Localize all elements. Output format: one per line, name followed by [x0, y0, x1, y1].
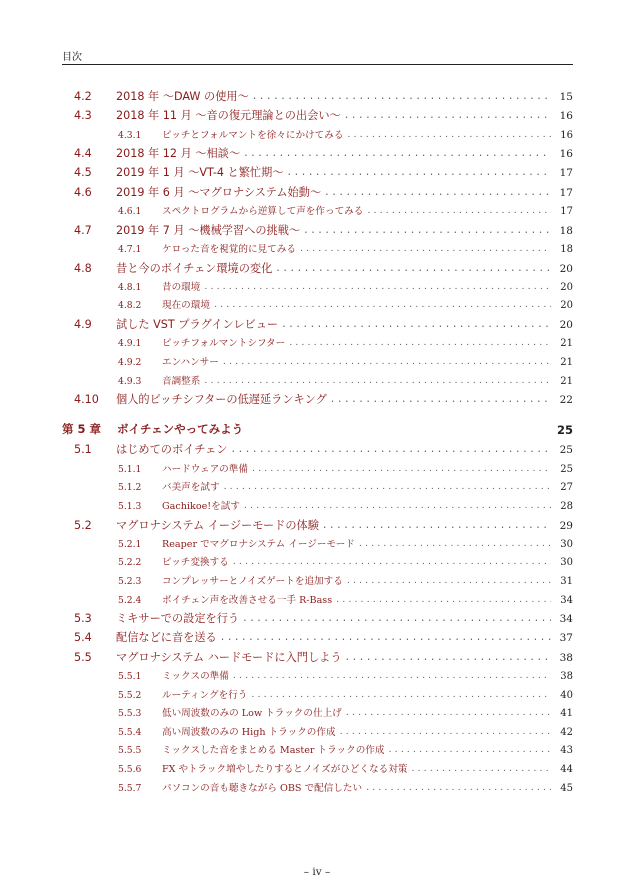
toc-entry-title[interactable]: ピッチフォルマントシフター — [162, 335, 289, 349]
toc-subsection-entry[interactable] — [62, 279, 573, 298]
toc-entry-title[interactable]: 昔の環境 — [162, 279, 204, 293]
toc-subsection-entry[interactable] — [62, 335, 573, 354]
toc-entry-page[interactable]: 22 — [551, 394, 573, 406]
dot-leader — [244, 500, 551, 511]
toc-chapter-entry[interactable] — [62, 410, 573, 441]
toc-entry-title[interactable]: 2019 年 6 月 〜マグロナシステム始動〜 — [116, 184, 325, 200]
dot-leader — [224, 481, 551, 492]
toc-subsection-entry[interactable] — [62, 127, 573, 146]
toc-entry-number: 第 5 章 — [62, 422, 102, 437]
toc-entry-page[interactable]: 29 — [551, 520, 573, 532]
toc-entry-number: 4.2 — [74, 90, 92, 103]
toc-entry-title[interactable]: マグロナシステム イージーモードの体験 — [116, 517, 323, 533]
toc-subsection-entry[interactable] — [62, 203, 573, 222]
dot-leader — [233, 670, 551, 681]
toc-subsection-entry[interactable] — [62, 573, 573, 592]
toc-entry-page[interactable]: 34 — [551, 595, 573, 606]
toc-section-entry[interactable] — [62, 107, 573, 126]
toc-entry-page[interactable]: 28 — [551, 501, 573, 512]
toc-section-entry[interactable] — [62, 88, 573, 107]
toc-entry-page[interactable]: 21 — [551, 357, 573, 368]
toc-entry-title[interactable]: エンハンサー — [162, 354, 223, 368]
table-of-contents — [62, 88, 573, 798]
toc-subsection-entry[interactable] — [62, 668, 573, 687]
toc-entry-page[interactable]: 21 — [551, 338, 573, 349]
toc-subsection-entry[interactable] — [62, 536, 573, 555]
toc-entry-number: 5.4 — [74, 631, 92, 645]
toc-entry-title[interactable]: Reaper でマグロナシステム イージーモード — [162, 536, 359, 550]
toc-entry-title[interactable]: ルーティングを行う — [162, 687, 251, 701]
toc-entry-number: 4.4 — [74, 147, 92, 161]
dot-leader — [325, 185, 551, 198]
toc-entry-title[interactable]: 2019 年 1 月 〜VT-4 と繁忙期〜 — [116, 164, 287, 180]
toc-entry-page[interactable]: 27 — [551, 482, 573, 493]
toc-entry-title[interactable]: ハードウェアの準備 — [162, 461, 252, 475]
toc-entry-title[interactable]: 配信などに音を送る — [116, 629, 221, 645]
dot-leader — [359, 538, 551, 549]
toc-section-entry[interactable] — [62, 184, 573, 203]
toc-entry-number: 4.8.1 — [118, 282, 148, 293]
toc-subsection-entry[interactable] — [62, 297, 573, 316]
toc-entry-title[interactable]: 2019 年 7 月 〜機械学習への挑戦〜 — [116, 222, 304, 238]
toc-entry-page[interactable]: 34 — [551, 613, 573, 625]
toc-entry-page[interactable]: 17 — [551, 167, 573, 179]
toc-entry-number: 4.6 — [74, 185, 92, 199]
toc-entry-page[interactable]: 17 — [551, 206, 573, 217]
toc-entry-page[interactable]: 30 — [551, 539, 573, 550]
toc-subsection-entry[interactable] — [62, 705, 573, 724]
toc-entry-number: 4.3.1 — [118, 130, 148, 141]
toc-subsection-entry[interactable] — [62, 724, 573, 743]
toc-entry-title[interactable]: ピッチ変換する — [162, 554, 233, 568]
dot-leader — [243, 611, 551, 624]
toc-entry-number: 5.1.1 — [118, 464, 148, 475]
dot-leader — [411, 763, 551, 774]
toc-section-entry[interactable] — [62, 441, 573, 460]
toc-subsection-entry[interactable] — [62, 780, 573, 799]
dot-leader — [304, 223, 551, 236]
toc-section-entry[interactable] — [62, 145, 573, 164]
toc-entry-title[interactable]: バ美声を試す — [162, 479, 224, 493]
toc-entry-page[interactable]: 16 — [551, 148, 573, 160]
toc-entry-number: 5.2.1 — [118, 539, 148, 550]
dot-leader — [233, 556, 551, 567]
toc-entry-number: 5.5.2 — [118, 690, 148, 701]
toc-entry-title[interactable]: ミックスした音をまとめる Master トラックの作成 — [162, 742, 389, 756]
toc-entry-page[interactable]: 25 — [551, 423, 573, 437]
toc-entry-number: 5.2.3 — [118, 576, 148, 587]
dot-leader — [340, 726, 551, 737]
toc-entry-title[interactable]: スペクトログラムから逆算して声を作ってみる — [162, 203, 367, 217]
toc-entry-page[interactable]: 44 — [551, 764, 573, 775]
toc-entry-page[interactable]: 15 — [551, 91, 573, 103]
dot-leader — [253, 89, 551, 102]
toc-section-entry[interactable] — [62, 316, 573, 335]
dot-leader — [276, 261, 551, 274]
toc-entry-page[interactable]: 16 — [551, 110, 573, 122]
toc-entry-page[interactable]: 45 — [551, 783, 573, 794]
dot-leader — [366, 782, 551, 793]
toc-entry-number: 5.2.2 — [118, 557, 148, 568]
toc-entry-title[interactable]: 高い周波数のみの High トラックの作成 — [162, 724, 340, 738]
toc-entry-number: 5.5.3 — [118, 708, 148, 719]
toc-entry-title[interactable]: コンプレッサーとノイズゲートを追加する — [162, 573, 347, 587]
dot-leader — [300, 243, 551, 254]
toc-entry-number: 5.2 — [74, 518, 92, 532]
dot-leader — [287, 165, 551, 178]
toc-section-entry[interactable] — [62, 164, 573, 183]
toc-entry-title[interactable]: はじめてのボイチェン — [116, 441, 232, 457]
dot-leader — [282, 317, 551, 330]
toc-entry-title[interactable]: ミキサーでの設定を行う — [116, 610, 243, 626]
dot-leader — [389, 744, 552, 755]
toc-entry-title[interactable]: 2018 年 〜DAW の使用〜 — [116, 88, 253, 104]
dot-leader — [347, 575, 551, 586]
toc-entry-title[interactable]: 音調整系 — [162, 373, 204, 387]
toc-entry-page[interactable]: 20 — [551, 300, 573, 311]
toc-entry-page[interactable]: 38 — [551, 652, 573, 664]
dot-leader — [252, 463, 551, 474]
dot-leader — [223, 356, 551, 367]
toc-subsection-entry[interactable] — [62, 687, 573, 706]
dot-leader — [289, 337, 551, 348]
toc-entry-page[interactable]: 41 — [551, 708, 573, 719]
dot-leader — [244, 146, 551, 159]
toc-section-entry[interactable] — [62, 629, 573, 648]
toc-entry-page[interactable]: 18 — [551, 225, 573, 237]
toc-entry-page[interactable]: 20 — [551, 282, 573, 293]
toc-entry-number: 5.1.2 — [118, 482, 148, 493]
toc-section-entry[interactable] — [62, 517, 573, 536]
toc-subsection-entry[interactable] — [62, 354, 573, 373]
toc-entry-title[interactable]: 2018 年 11 月 〜音の復元理論との出会い〜 — [116, 107, 345, 123]
toc-entry-page[interactable]: 38 — [551, 671, 573, 682]
toc-entry-number: 4.10 — [74, 393, 99, 407]
dot-leader — [367, 205, 551, 216]
toc-entry-number: 5.5.4 — [118, 727, 148, 738]
dot-leader — [323, 518, 551, 531]
toc-entry-page[interactable]: 17 — [551, 187, 573, 199]
toc-entry-title[interactable]: ピッチとフォルマントを徐々にかけてみる — [162, 127, 347, 141]
toc-entry-number: 5.1.3 — [118, 501, 148, 512]
toc-subsection-entry[interactable] — [62, 761, 573, 780]
toc-entry-number: 4.3 — [74, 109, 92, 123]
toc-entry-title[interactable]: マグロナシステム ハードモードに入門しよう — [116, 649, 346, 665]
toc-entry-number: 4.9.1 — [118, 338, 148, 349]
toc-subsection-entry[interactable] — [62, 241, 573, 260]
toc-entry-page[interactable]: 25 — [551, 444, 573, 456]
toc-entry-page[interactable]: 31 — [551, 576, 573, 587]
toc-entry-title[interactable]: 昔と今のボイチェン環境の変化 — [116, 260, 276, 276]
toc-subsection-entry[interactable] — [62, 479, 573, 498]
toc-entry-number: 4.7 — [74, 223, 92, 237]
toc-section-entry[interactable] — [62, 610, 573, 629]
dot-leader — [221, 630, 551, 643]
dot-leader — [346, 707, 551, 718]
toc-entry-number: 5.5.7 — [118, 783, 148, 794]
toc-entry-number: 4.9.2 — [118, 357, 148, 368]
dot-leader — [346, 650, 551, 663]
toc-entry-page[interactable]: 18 — [551, 244, 573, 255]
toc-subsection-entry[interactable] — [62, 742, 573, 761]
dot-leader — [347, 129, 551, 140]
toc-section-entry[interactable] — [62, 649, 573, 668]
toc-section-entry[interactable] — [62, 260, 573, 279]
toc-subsection-entry[interactable] — [62, 461, 573, 480]
toc-entry-title[interactable]: ミックスの準備 — [162, 668, 233, 682]
dot-leader — [251, 689, 551, 700]
toc-entry-page[interactable]: 21 — [551, 376, 573, 387]
toc-entry-number: 4.9.3 — [118, 376, 148, 387]
toc-entry-number: 4.8.2 — [118, 300, 148, 311]
toc-entry-number: 4.6.1 — [118, 206, 148, 217]
toc-entry-number: 4.5 — [74, 166, 92, 180]
dot-leader — [232, 442, 551, 455]
toc-entry-number: 5.2.4 — [118, 595, 148, 606]
toc-entry-page[interactable]: 25 — [551, 464, 573, 475]
toc-entry-page[interactable]: 16 — [551, 130, 573, 141]
toc-entry-number: 5.5 — [74, 650, 92, 664]
toc-entry-title[interactable]: パソコンの音も聴きながら OBS で配信したい — [162, 780, 366, 794]
toc-entry-number: 5.1 — [74, 443, 92, 457]
dot-leader — [345, 108, 551, 121]
toc-entry-title[interactable]: 試した VST プラグインレビュー — [116, 316, 282, 332]
toc-entry-number: 4.8 — [74, 261, 92, 275]
page-number: – iv – — [303, 866, 331, 878]
toc-subsection-entry[interactable] — [62, 373, 573, 392]
running-header: 目次 — [62, 52, 82, 63]
toc-entry-title[interactable]: Gachikoe!を試す — [162, 498, 244, 512]
toc-entry-page[interactable]: 30 — [551, 557, 573, 568]
toc-entry-title[interactable]: 2018 年 12 月 〜相談〜 — [116, 145, 244, 161]
toc-entry-page[interactable]: 20 — [551, 263, 573, 275]
toc-entry-title[interactable]: ケロった音を視覚的に見てみる — [162, 241, 300, 255]
dot-leader — [204, 375, 551, 386]
dot-leader — [331, 392, 551, 405]
toc-subsection-entry[interactable] — [62, 554, 573, 573]
header-rule — [62, 64, 573, 65]
toc-entry-title[interactable]: FX やトラック増やしたりするとノイズがひどくなる対策 — [162, 761, 411, 775]
toc-entry-number: 4.9 — [74, 318, 92, 332]
toc-section-entry[interactable] — [62, 391, 573, 410]
dot-leader — [204, 281, 551, 292]
toc-entry-title[interactable]: 現在の環境 — [162, 297, 214, 311]
toc-entry-page[interactable]: 42 — [551, 727, 573, 738]
toc-entry-page[interactable]: 43 — [551, 745, 573, 756]
dot-leader — [214, 299, 551, 310]
toc-entry-title[interactable]: ボイチェンやってみよう — [117, 422, 244, 437]
toc-entry-number: 5.5.6 — [118, 764, 148, 775]
toc-entry-number: 4.7.1 — [118, 244, 148, 255]
toc-entry-number: 5.3 — [74, 612, 92, 626]
dot-leader — [336, 594, 551, 605]
toc-entry-title[interactable]: 個人的ピッチシフターの低遅延ランキング — [116, 391, 331, 407]
toc-section-entry[interactable] — [62, 222, 573, 241]
toc-entry-page[interactable]: 40 — [551, 690, 573, 701]
toc-entry-page[interactable]: 20 — [551, 319, 573, 331]
toc-entry-title[interactable]: 低い周波数のみの Low トラックの仕上げ — [162, 705, 346, 719]
toc-entry-title[interactable]: ボイチェン声を改善させる一手 R-Bass — [162, 592, 336, 606]
toc-subsection-entry[interactable] — [62, 498, 573, 517]
toc-entry-page[interactable]: 37 — [551, 632, 573, 644]
toc-entry-number: 5.5.5 — [118, 745, 148, 756]
toc-entry-number: 5.5.1 — [118, 671, 148, 682]
toc-subsection-entry[interactable] — [62, 592, 573, 611]
